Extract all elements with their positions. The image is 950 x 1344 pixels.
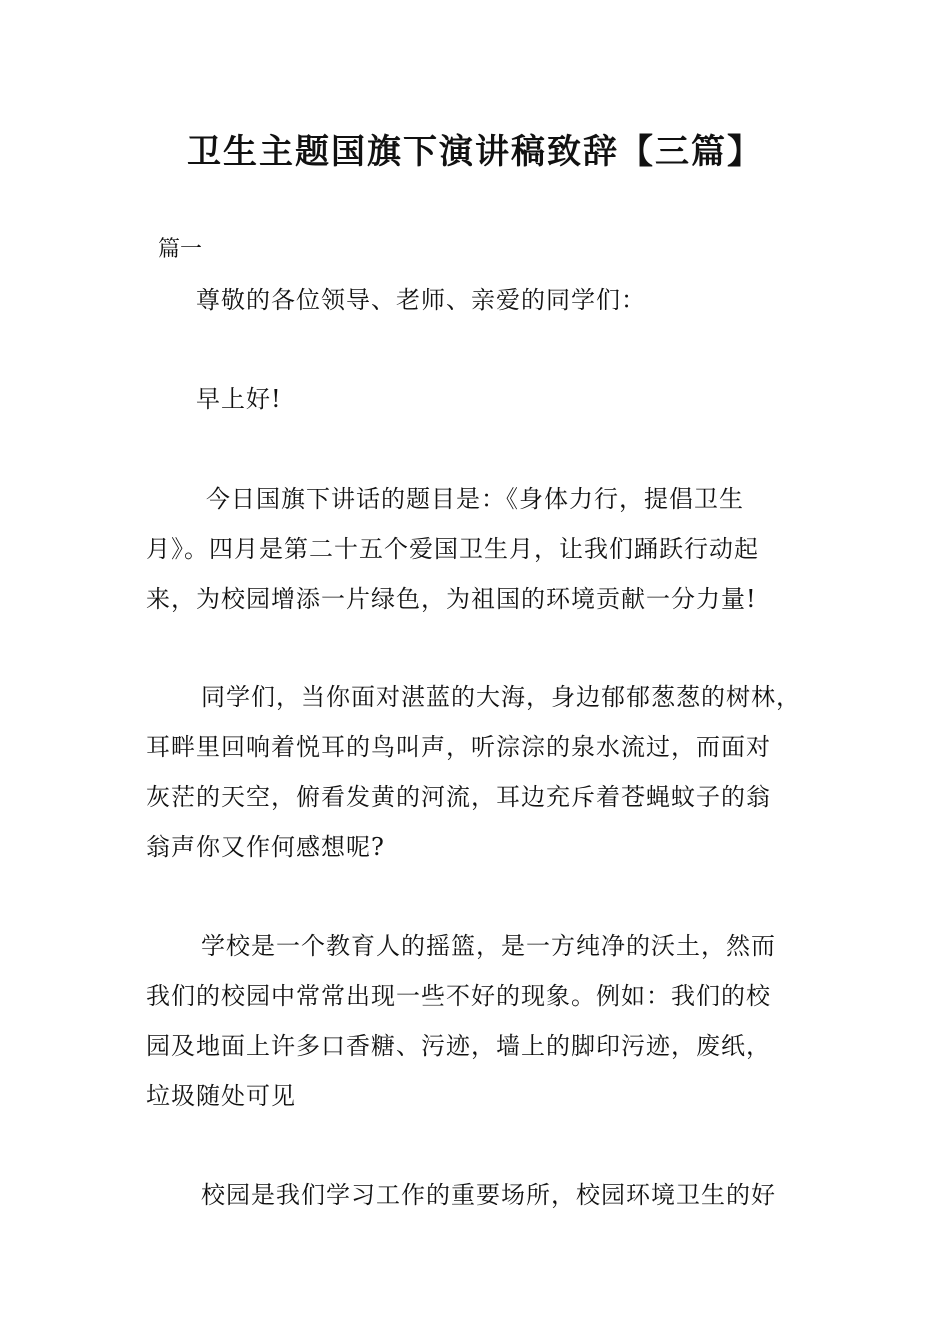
section-label: 篇一 <box>158 237 203 262</box>
paragraph-line: 园及地面上许多口香糖、污迹，墙上的脚印污迹，废纸， <box>146 1032 771 1060</box>
paragraph-line: 同学们，当你面对湛蓝的大海，身边郁郁葱葱的树林， <box>201 683 801 711</box>
paragraph-line: 学校是一个教育人的摇篮，是一方纯净的沃土，然而 <box>201 932 776 960</box>
paragraph-line: 月》。四月是第二十五个爱国卫生月，让我们踊跃行动起 <box>146 535 759 563</box>
document-title: 卫生主题国旗下演讲稿致辞【三篇】 <box>187 132 763 172</box>
paragraph-line: 翁声你又作何感想呢? <box>146 833 385 861</box>
morning-line: 早上好! <box>196 385 282 413</box>
greeting-line: 尊敬的各位领导、老师、亲爱的同学们： <box>196 286 646 314</box>
paragraph-line: 我们的校园中常常出现一些不好的现象。例如：我们的校 <box>146 982 771 1010</box>
paragraph-line: 今日国旗下讲话的题目是：《身体力行，提倡卫生 <box>206 485 744 513</box>
paragraph-line: 耳畔里回响着悦耳的鸟叫声，听淙淙的泉水流过，而面对 <box>146 733 771 761</box>
paragraph-line: 垃圾随处可见 <box>146 1082 296 1110</box>
paragraph-line: 校园是我们学习工作的重要场所，校园环境卫生的好 <box>201 1181 776 1209</box>
paragraph-line: 灰茫的天空，俯看发黄的河流，耳边充斥着苍蝇蚊子的翁 <box>146 783 771 811</box>
paragraph-line: 来，为校园增添一片绿色，为祖国的环境贡献一分力量! <box>146 585 757 613</box>
